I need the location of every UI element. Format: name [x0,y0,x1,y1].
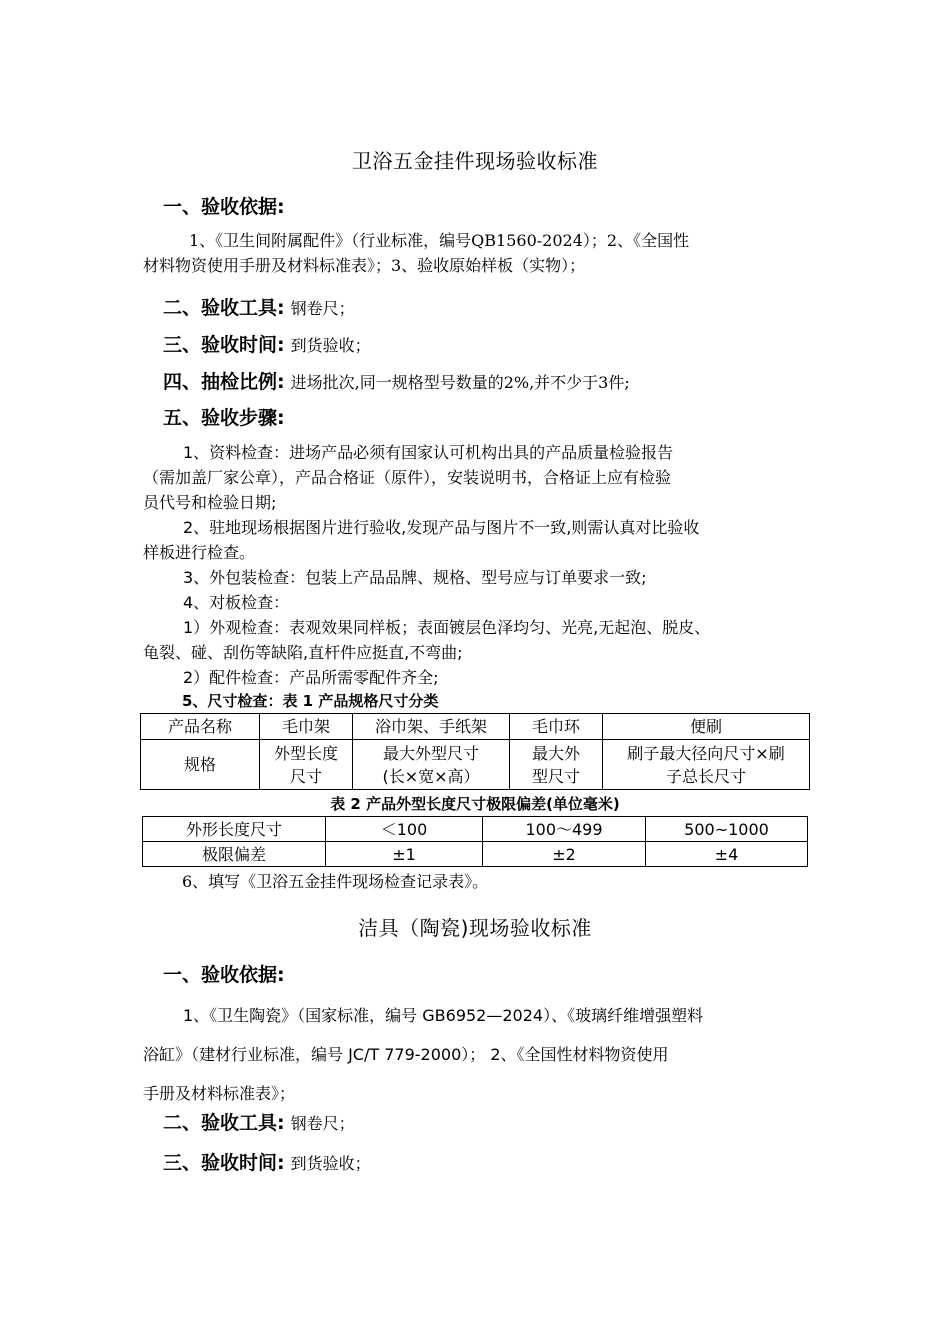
step-line: 4、对板检查： [183,593,290,612]
section2-basis-heading: 一、验收依据: [163,964,285,986]
table-cell: ±2 [483,842,646,867]
table-cell: 500~1000 [646,817,808,842]
table-cell: 外型长度 尺寸 [260,740,353,790]
table-cell: 最大外 型尺寸 [510,740,603,790]
tolerance-table [142,816,808,867]
section2-time-value: 到货验收； [290,1154,371,1173]
tools-value: 钢卷尺； [290,299,355,318]
table-cell: 最大外型尺寸 (长×宽×高） [353,740,510,790]
table1-caption: 5、尺寸检查：表 1 产品规格尺寸分类 [182,692,439,710]
section2-basis-text [143,996,813,1113]
section2-time-row [163,1148,371,1175]
table-header-cell: 便刷 [603,714,810,740]
step-line: 3、外包装检查：包装上产品品牌、规格、型号应与订单要求一致; [183,568,647,587]
step-line: 员代号和检验日期; [143,493,277,512]
basis-line-2: 材料物资使用手册及材料标准表》；3、验收原始样板（实物）； [143,256,586,275]
table-header-cell: 毛巾架 [260,714,353,740]
table-cell: 刷子最大径向尺寸×刷 子总长尺寸 [603,740,810,790]
basis-text [143,228,813,278]
step-line: 2、驻地现场根据图片进行验收,发现产品与图片不一致,则需认真对比验收 [183,518,700,537]
time-row [163,330,371,357]
section2-title: 洁具（陶瓷)现场验收标准 [358,916,592,940]
section2-basis-line-1: 1、《卫生陶瓷》（国家标准，编号 GB6952—2024）、《玻璃纤维增强塑料 [183,1006,704,1025]
step-line: 2）配件检查：产品所需零配件齐全; [183,668,439,687]
sampling-heading: 四、抽检比例: [163,371,285,393]
section2-basis-line-2: 浴缸》（建材行业标准，编号 JC/T 779-2000）； 2、《全国性材料物资使用 [143,1045,669,1064]
tools-heading: 二、验收工具: [163,297,285,319]
table-cell: 极限偏差 [143,842,326,867]
basis-heading: 一、验收依据: [163,196,285,218]
step-line: （需加盖厂家公章），产品合格证（原件），安装说明书，合格证上应有检验 [143,468,672,487]
time-value: 到货验收； [290,336,371,355]
section2-basis-line-3: 手册及材料标准表》； [143,1084,296,1103]
sampling-row [163,367,630,394]
table2-caption: 表 2 产品外型长度尺寸极限偏差(单位毫米) [330,795,620,813]
table-header-cell: 产品名称 [141,714,260,740]
time-heading: 三、验收时间: [163,334,285,356]
step-line: 1、资料检查：进场产品必须有国家认可机构出具的产品质量检验报告 [183,443,674,462]
step-line: 1）外观检查：表观效果同样板；表面镀层色泽均匀、光亮,无起泡、脱皮、 [183,618,711,637]
sampling-value: 进场批次,同一规格型号数量的2%,并不少于3件; [290,373,630,392]
table-header-cell: 毛巾环 [510,714,603,740]
section2-tools-row [163,1108,355,1135]
table-cell: ＜100 [326,817,483,842]
steps-list [143,440,813,690]
table-header-cell: 浴巾架、手纸架 [353,714,510,740]
step-line: 样板进行检查。 [143,543,256,562]
table-cell: 100～499 [483,817,646,842]
basis-line-1: 1、《卫生间附属配件》（行业标准，编号QB1560-2024）；2、《全国性 [189,231,690,250]
steps-heading: 五、验收步骤: [163,407,285,429]
product-spec-table [140,713,810,790]
table-cell: ±1 [326,842,483,867]
section1-title: 卫浴五金挂件现场验收标准 [352,149,598,173]
table-cell: ±4 [646,842,808,867]
step-6: 6、填写《卫浴五金挂件现场检查记录表》。 [182,872,489,891]
section2-time-heading: 三、验收时间: [163,1152,285,1174]
table-cell: 外形长度尺寸 [143,817,326,842]
section2-tools-value: 钢卷尺； [290,1114,355,1133]
section2-tools-heading: 二、验收工具: [163,1112,285,1134]
tools-row [163,293,355,320]
step-line: 龟裂、碰、刮伤等缺陷,直杆件应挺直,不弯曲; [143,643,463,662]
table-row-label: 规格 [141,740,260,790]
